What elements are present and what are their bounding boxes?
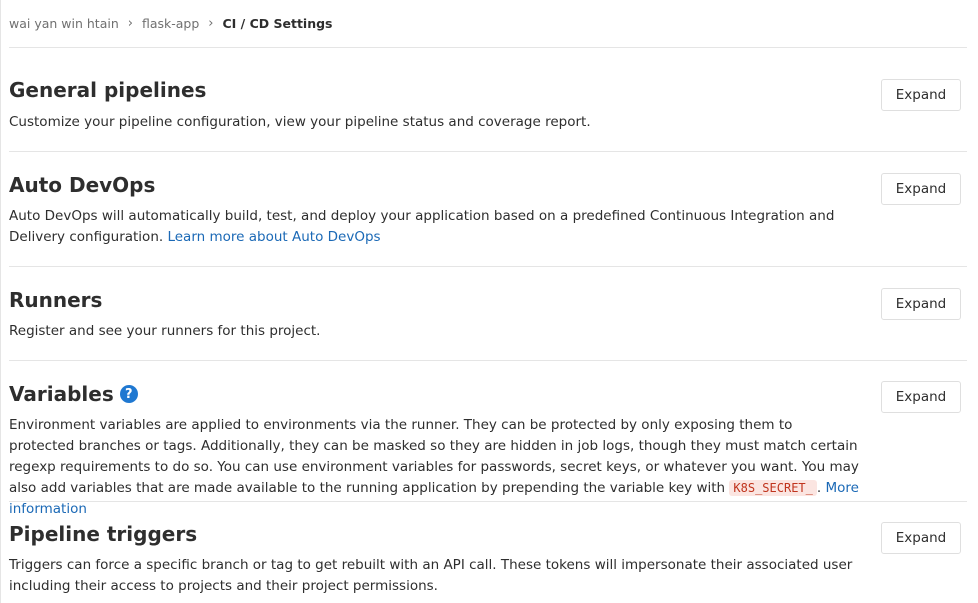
expand-button[interactable]: Expand xyxy=(881,522,961,554)
chevron-right-icon: › xyxy=(208,16,214,31)
section-description: Customize your pipeline configuration, view your pipeline status and coverage report. xyxy=(9,114,591,130)
section-auto-devops xyxy=(9,152,967,267)
expand-button[interactable]: Expand xyxy=(881,79,961,111)
section-variables xyxy=(9,361,967,517)
section-title-text: Variables xyxy=(9,382,114,406)
expand-button[interactable]: Expand xyxy=(881,173,961,205)
breadcrumb-item-current[interactable]: CI / CD Settings xyxy=(222,16,333,31)
breadcrumb xyxy=(9,0,967,48)
more-information-link[interactable]: More information xyxy=(9,480,859,517)
section-general-pipelines xyxy=(9,48,967,152)
description-text: Environment variables are applied to environments via the runner. They can be protected by only exposing them to protected branches or tags. Additionally, they can be masked so they are hidden in job logs, though they must match certain regexp requirements to do so. You can use environment variables for passwords, secret keys, or whatever you want. You may also add variables that are made available to the running application by prepending the variable key with xyxy=(9,417,859,496)
section-title: General pipelines xyxy=(9,78,207,102)
section-description xyxy=(9,206,859,248)
breadcrumb-item-project[interactable]: flask-app xyxy=(141,16,200,31)
description-separator: . xyxy=(816,480,822,496)
question-circle-icon[interactable]: ? xyxy=(120,385,138,403)
breadcrumb-item-user[interactable]: wai yan win htain xyxy=(9,16,119,31)
section-title: Auto DevOps xyxy=(9,173,156,197)
learn-more-auto-devops-link[interactable]: Learn more about Auto DevOps xyxy=(167,229,381,245)
chevron-right-icon: › xyxy=(127,16,133,31)
description-text: Auto DevOps will automatically build, test, and deploy your application based on a predefined Continuous Integration and Delivery configuration. xyxy=(9,208,835,245)
expand-button[interactable]: Expand xyxy=(881,288,961,320)
section-description: Register and see your runners for this project. xyxy=(9,323,321,339)
expand-button[interactable]: Expand xyxy=(881,381,961,413)
section-title: Pipeline triggers xyxy=(9,522,198,546)
section-title xyxy=(9,382,138,406)
section-runners xyxy=(9,267,967,361)
section-pipeline-triggers xyxy=(9,502,967,603)
variable-prefix-code: K8S_SECRET_ xyxy=(729,480,816,496)
section-title: Runners xyxy=(9,288,103,312)
section-description: Triggers can force a specific branch or tag to get rebuilt with an API call. These tokens will impersonate their associated user including their access to projects and their project permissions. xyxy=(9,557,853,594)
